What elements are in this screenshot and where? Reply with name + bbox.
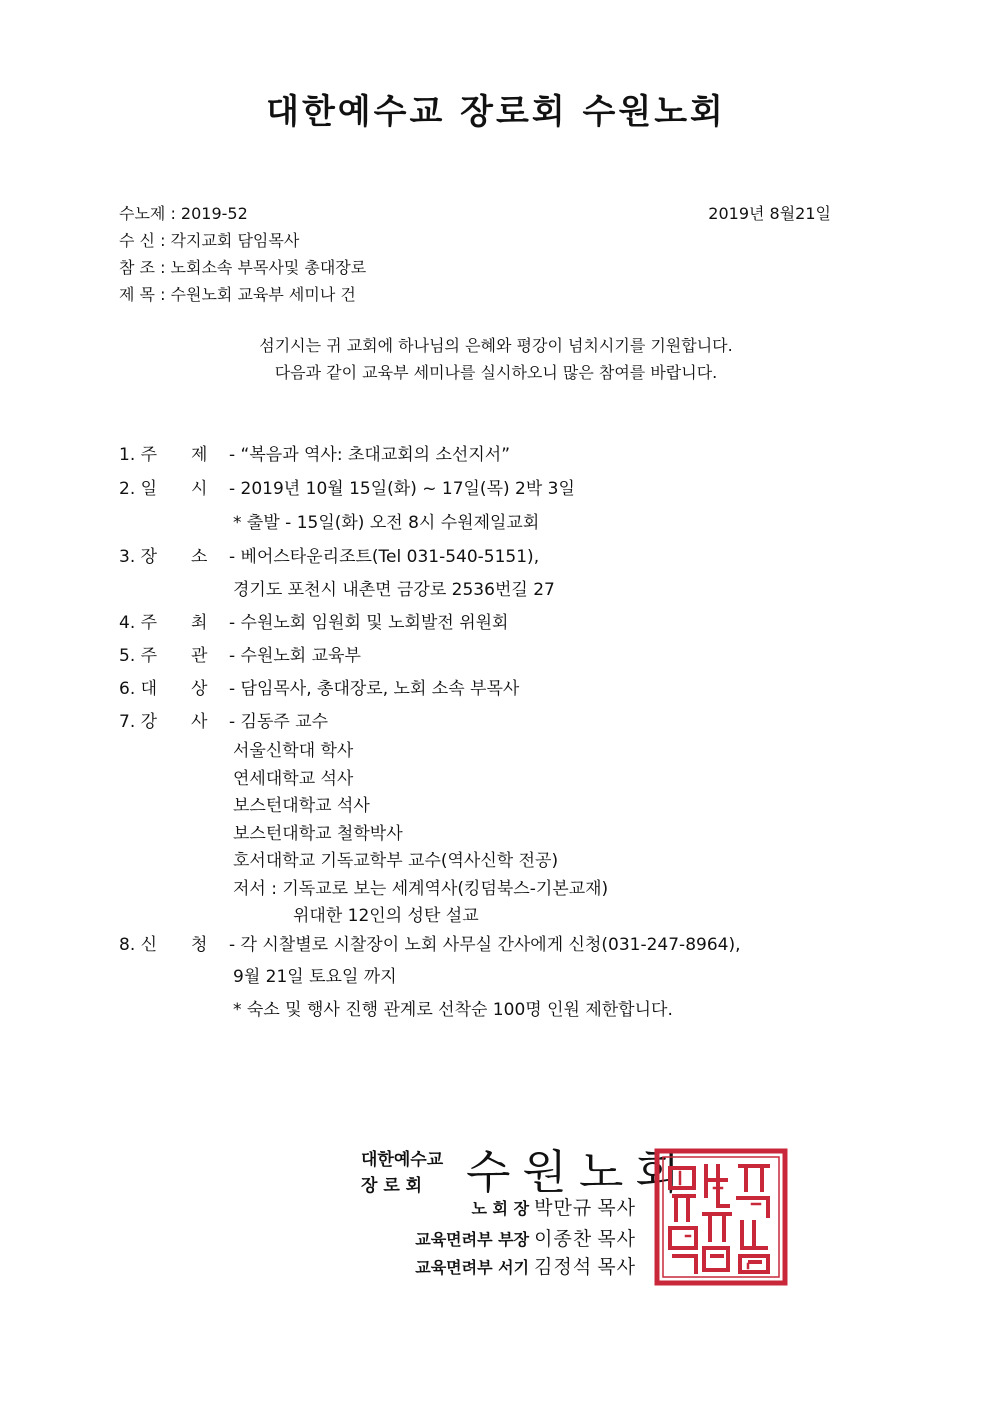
list-item <box>119 608 508 633</box>
signatory-title: 목사 <box>597 1228 636 1250</box>
item-key: 관 <box>191 646 208 666</box>
item-number: 3. 장 <box>119 547 158 567</box>
item-continuation: 연세대학교 석사 <box>233 769 354 789</box>
doc-number: 수노제 : 2019-52 <box>119 204 248 223</box>
signatory-2 <box>415 1224 636 1251</box>
signatory-role: 노 회 장 <box>471 1199 530 1218</box>
item-key: 상 <box>191 679 208 699</box>
list-item <box>119 474 575 499</box>
list-item <box>119 542 539 567</box>
item-continuation: * 출발 - 15일(화) 오전 8시 수원제일교회 <box>233 513 540 533</box>
greeting-line-1: 섬기시는 귀 교회에 하나님의 은혜와 평강이 넘치시기를 기원합니다. <box>259 336 733 355</box>
subject: 제 목 : 수원노회 교육부 세미나 건 <box>119 285 356 304</box>
official-seal-icon <box>654 1148 788 1286</box>
item-number: 6. 대 <box>119 679 158 699</box>
list-item <box>119 440 510 465</box>
item-continuation: 보스턴대학교 석사 <box>233 796 370 816</box>
item-key: 소 <box>191 547 208 567</box>
item-continuation: 9월 21일 토요일 까지 <box>233 967 397 987</box>
signatory-role: 교육면려부 부장 <box>415 1230 530 1249</box>
item-text: - 수원노회 임원회 및 노회발전 위원회 <box>229 613 509 633</box>
list-item <box>119 930 741 955</box>
item-number: 4. 주 <box>119 613 158 633</box>
item-text: - “복음과 역사: 초대교회의 소선지서” <box>229 445 510 465</box>
item-key: 시 <box>191 479 208 499</box>
item-text: - 각 시찰별로 시찰장이 노회 사무실 간사에게 신청(031-247-8964), <box>229 935 741 955</box>
sig-org-small <box>361 1147 443 1199</box>
sig-org-small-2: 장 로 회 <box>361 1176 423 1196</box>
signatory-name: 박만규 <box>534 1197 593 1219</box>
item-text: - 담임목사, 총대장로, 노회 소속 부목사 <box>229 679 520 699</box>
list-item <box>119 674 519 699</box>
item-continuation: * 숙소 및 행사 진행 관계로 선착순 100명 인원 제한합니다. <box>233 1000 673 1020</box>
item-key: 청 <box>191 935 208 955</box>
item-continuation: 경기도 포천시 내촌면 금강로 2536번길 27 <box>233 580 555 600</box>
item-number: 5. 주 <box>119 646 158 666</box>
recipient: 수 신 : 각지교회 담임목사 <box>119 231 300 250</box>
item-text: - 2019년 10월 15일(화) ~ 17일(목) 2박 3일 <box>229 479 575 499</box>
item-text: - 베어스타운리조트(Tel 031-540-5151), <box>229 547 540 567</box>
item-text: - 수원노회 교육부 <box>229 646 361 666</box>
doc-date: 2019년 8월21일 <box>708 204 831 223</box>
item-continuation: 위대한 12인의 성탄 설교 <box>293 906 479 926</box>
item-key: 제 <box>191 445 208 465</box>
signatory-1 <box>472 1193 636 1220</box>
item-continuation: 호서대학교 기독교학부 교수(역사신학 전공) <box>233 851 559 871</box>
signatory-3 <box>415 1252 636 1279</box>
greeting-line-2: 다음과 같이 교육부 세미나를 실시하오니 많은 참여를 바랍니다. <box>274 363 718 382</box>
reference: 참 조 : 노회소속 부목사및 총대장로 <box>119 258 367 277</box>
list-item <box>119 641 361 666</box>
item-continuation: 서울신학대 학사 <box>233 741 354 761</box>
document-title: 대한예수교 장로회 수원노회 <box>266 92 726 132</box>
signatory-name: 이종찬 <box>534 1228 593 1250</box>
sig-org-small-1: 대한예수교 <box>361 1150 444 1170</box>
signatory-role: 교육면려부 서기 <box>415 1258 530 1277</box>
signatory-name: 김정석 <box>534 1256 593 1278</box>
item-number: 2. 일 <box>119 479 158 499</box>
item-text: - 김동주 교수 <box>229 712 329 732</box>
signatory-title: 목사 <box>597 1256 636 1278</box>
item-continuation: 저서 : 기독교로 보는 세계역사(킹덤북스-기본교재) <box>233 879 609 899</box>
item-number: 8. 신 <box>119 935 158 955</box>
item-key: 최 <box>191 613 208 633</box>
sig-org-name: 수원노회 <box>466 1145 692 1199</box>
item-key: 사 <box>191 712 208 732</box>
signatory-title: 목사 <box>597 1197 636 1219</box>
list-item <box>119 707 328 732</box>
item-number: 7. 강 <box>119 712 158 732</box>
item-continuation: 보스턴대학교 철학박사 <box>233 824 403 844</box>
item-number: 1. 주 <box>119 445 158 465</box>
seal-graphic <box>654 1148 788 1286</box>
